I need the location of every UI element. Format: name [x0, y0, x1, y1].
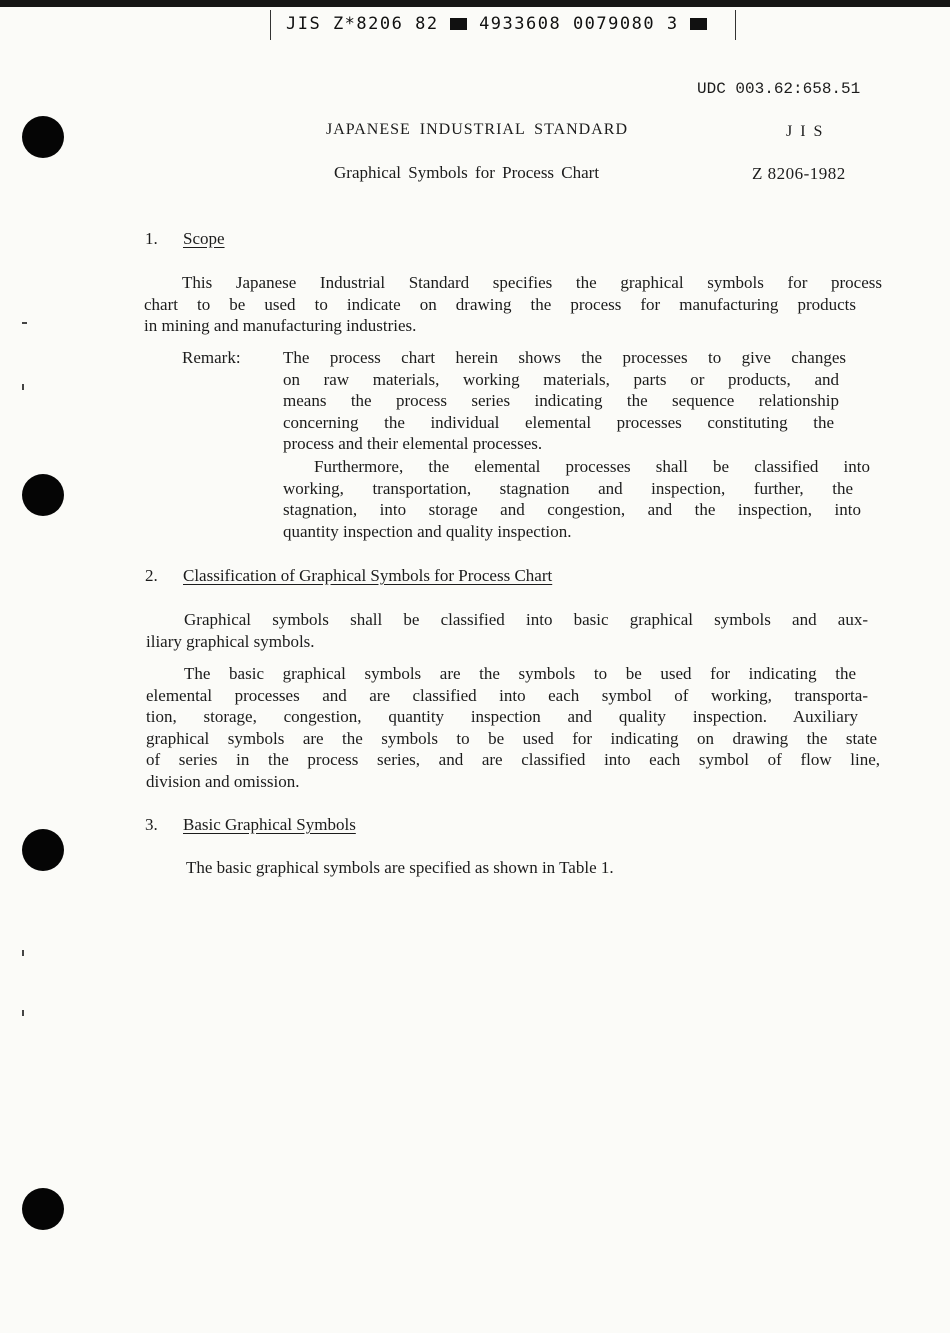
document-code-part2: 4933608 0079080 3	[479, 14, 679, 34]
paragraph-line: in mining and manufacturing industries.	[144, 316, 417, 336]
remark-line: The process chart herein shows the processes to give changes	[283, 348, 846, 367]
paragraph-line: The basic graphical symbols are the symbols to be used for indicating the	[184, 664, 856, 683]
section-heading-classification	[145, 565, 552, 587]
scope-paragraph	[144, 272, 882, 337]
document-title: Graphical Symbols for Process Chart	[334, 163, 600, 182]
standard-name: JAPANESE INDUSTRIAL STANDARD	[326, 121, 628, 138]
basic-symbols-paragraph: The basic graphical symbols are specified as shown in Table 1.	[186, 858, 614, 877]
punch-hole	[22, 474, 64, 516]
section-number: 2.	[145, 566, 158, 585]
scan-speck	[22, 1010, 24, 1016]
paragraph-line: tion, storage, congestion, quantity inspection and quality inspection. Auxiliary	[146, 707, 858, 727]
remark-paragraph	[283, 347, 848, 455]
punch-hole	[22, 1188, 64, 1230]
document-code-part1: JIS Z*8206 82	[286, 14, 439, 34]
section-heading-scope	[145, 228, 225, 250]
paragraph-line: This Japanese Industrial Standard specifies the graphical symbols for process	[182, 273, 882, 292]
section-title: Classification of Graphical Symbols for Process Chart	[183, 566, 553, 585]
remark-line: stagnation, into storage and congestion, and the inspection, into	[283, 500, 861, 520]
document-code	[286, 14, 707, 34]
paragraph-line: chart to be used to indicate on drawing the process for manufacturing products	[144, 294, 856, 314]
paragraph-line: of series in the process series, and are classified into each symbol of flow line,	[146, 750, 880, 770]
remark-line: Furthermore, the elemental processes shall be classified into	[314, 457, 870, 476]
section-number: 1.	[145, 229, 158, 248]
remark-line: concerning the individual elemental processes constituting the	[283, 412, 834, 432]
classification-paragraph-1	[146, 609, 868, 652]
classification-paragraph-2	[146, 663, 880, 793]
remark-line: on raw materials, working materials, parts or products, and	[283, 369, 839, 389]
scan-speck	[22, 384, 24, 390]
remark-line: working, transportation, stagnation and inspection, further, the	[283, 478, 853, 498]
remark-paragraph-2	[283, 456, 873, 542]
paragraph-line: Graphical symbols shall be classified into basic graphical symbols and aux-	[184, 610, 868, 629]
paragraph-line: graphical symbols are the symbols to be used for indicating on drawing the state	[146, 728, 877, 748]
section-title: Scope	[183, 229, 225, 248]
scan-speck	[22, 322, 27, 324]
remark-line: quantity inspection and quality inspection.	[283, 521, 572, 541]
code-block-mark	[450, 18, 467, 30]
paragraph-line: division and omission.	[146, 771, 300, 791]
punch-hole	[22, 829, 64, 871]
jis-mark: J I S	[786, 123, 825, 140]
paragraph-line: iliary graphical symbols.	[146, 631, 315, 651]
section-number: 3.	[145, 815, 158, 834]
code-block-mark	[690, 18, 707, 30]
section-title: Basic Graphical Symbols	[183, 815, 356, 834]
standard-number: Z 8206-1982	[752, 164, 846, 183]
scan-top-edge	[0, 0, 950, 7]
remark-label: Remark:	[182, 348, 241, 367]
remark-line: process and their elemental processes.	[283, 434, 543, 454]
section-heading-basic-symbols	[145, 814, 356, 836]
scan-speck	[22, 950, 24, 956]
udc-code: UDC 003.62:658.51	[697, 80, 861, 98]
remark-line: means the process series indicating the sequence relationship	[283, 391, 839, 411]
punch-hole	[22, 116, 64, 158]
paragraph-line: elemental processes and are classified into each symbol of working, transporta-	[146, 685, 868, 705]
